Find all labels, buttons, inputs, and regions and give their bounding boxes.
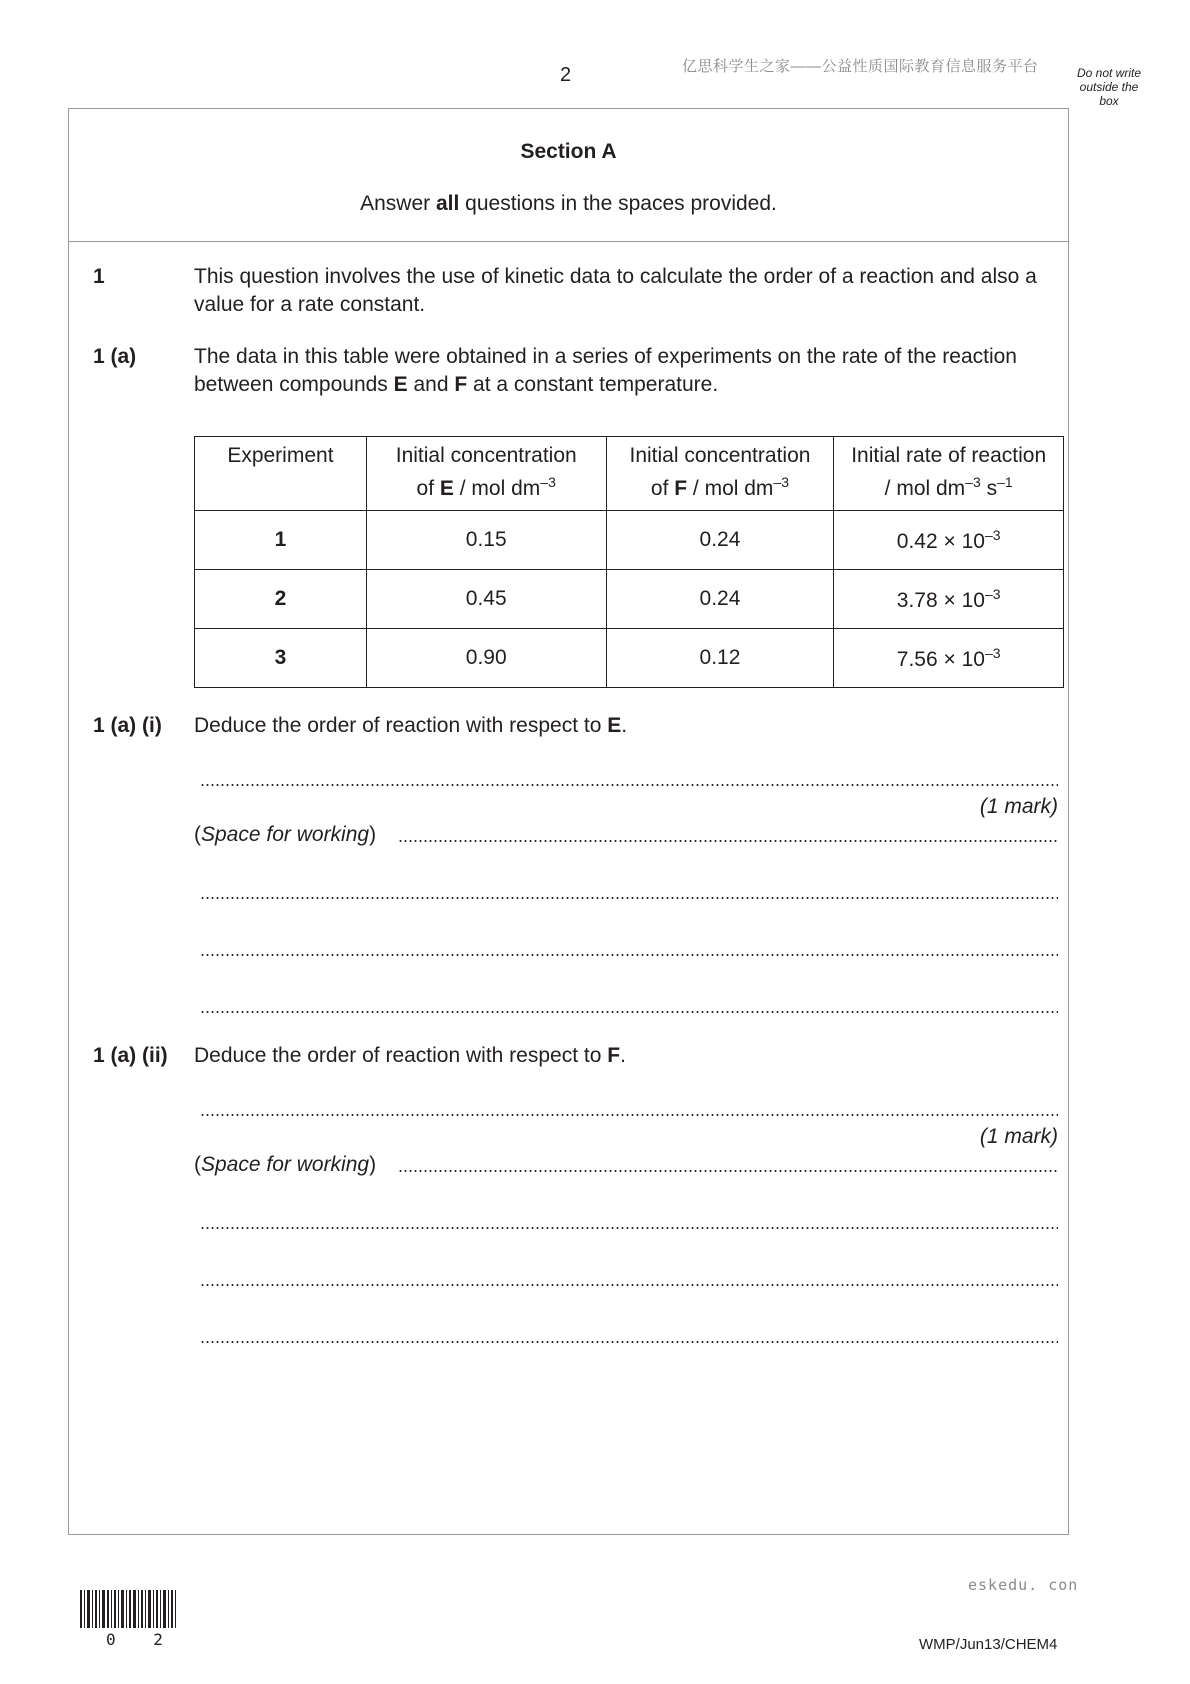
header-experiment: Experiment — [195, 437, 367, 511]
table-header-row — [195, 437, 1064, 511]
cell-initial-rate: $7.56 \times 10^{-3}$ — [834, 629, 1064, 688]
header-f-concentration: Initial concentration of F / mol $dm^{-3}$ — [606, 437, 834, 511]
header-e-concentration: Initial concentration of E / mol $dm^{-3}$ — [366, 437, 606, 511]
cell-initial-rate: $0.42 \times 10^{-3}$ — [834, 511, 1064, 570]
table-row — [195, 511, 1064, 570]
cell-f-concentration: 0.12 — [606, 629, 834, 688]
cell-experiment: 2 — [195, 570, 367, 629]
margin-note-line: outside the — [1079, 80, 1139, 94]
section-title: Section A — [520, 140, 617, 163]
working-line[interactable] — [398, 1170, 1058, 1172]
margin-note-line: Do not write — [1076, 66, 1142, 80]
question-text: The data in this table were obtained in a series of experiments on the rate of the reaction between compounds E and F at a constant temperature. — [194, 345, 1017, 396]
site-watermark: eskedu. con — [968, 1576, 1079, 1594]
working-line[interactable] — [200, 1011, 1058, 1013]
question-number: 1 (a) — [93, 345, 137, 368]
cell-experiment: 1 — [195, 511, 367, 570]
cell-f-concentration: 0.24 — [606, 570, 834, 629]
cell-initial-rate: $3.78 \times 10^{-3}$ — [834, 570, 1064, 629]
page-number: 2 — [560, 64, 572, 86]
cell-e-concentration: 0.90 — [366, 629, 606, 688]
cell-f-concentration: 0.24 — [606, 511, 834, 570]
working-label: (Space for working) — [194, 1153, 377, 1176]
table-row — [195, 570, 1064, 629]
margin-note-line: box — [1099, 94, 1119, 108]
question-text: This question involves the use of kinetic data to calculate the order of a reaction and also a value for a rate constant. — [194, 265, 1037, 316]
cell-experiment: 3 — [195, 629, 367, 688]
answer-box — [68, 108, 1069, 1535]
working-line[interactable] — [200, 1284, 1058, 1286]
question-number: 1 — [93, 265, 105, 288]
working-label: (Space for working) — [194, 823, 377, 846]
working-line[interactable] — [200, 1227, 1058, 1229]
question-text: Deduce the order of reaction with respect to E. — [194, 714, 628, 737]
cell-e-concentration: 0.45 — [366, 570, 606, 629]
kinetics-data-table — [194, 436, 1064, 688]
barcode-icon — [80, 1590, 176, 1628]
question-number: 1 (a) (ii) — [93, 1044, 168, 1067]
section-divider — [68, 241, 1069, 242]
question-text: Deduce the order of reaction with respect to F. — [194, 1044, 626, 1067]
question-number: 1 (a) (i) — [93, 714, 162, 737]
working-line[interactable] — [398, 840, 1058, 842]
watermark-text: 亿思科学生之家——公益性质国际教育信息服务平台 — [682, 58, 1039, 75]
mark-allocation: (1 mark) — [979, 795, 1058, 818]
working-line[interactable] — [200, 954, 1058, 956]
working-line[interactable] — [200, 1341, 1058, 1343]
answer-line[interactable] — [200, 1114, 1058, 1116]
section-instruction: Answer all questions in the spaces provided. — [360, 192, 777, 215]
mark-allocation: (1 mark) — [979, 1125, 1058, 1148]
answer-line[interactable] — [200, 784, 1058, 786]
barcode-digits: 0 2 — [106, 1630, 177, 1649]
cell-e-concentration: 0.15 — [366, 511, 606, 570]
margin-note — [1066, 66, 1152, 108]
header-initial-rate: Initial rate of reaction / mol $dm^{-3}$ $s^{-1}$ — [834, 437, 1064, 511]
paper-code: WMP/Jun13/CHEM4 — [919, 1636, 1058, 1653]
working-line[interactable] — [200, 897, 1058, 899]
table-row — [195, 629, 1064, 688]
